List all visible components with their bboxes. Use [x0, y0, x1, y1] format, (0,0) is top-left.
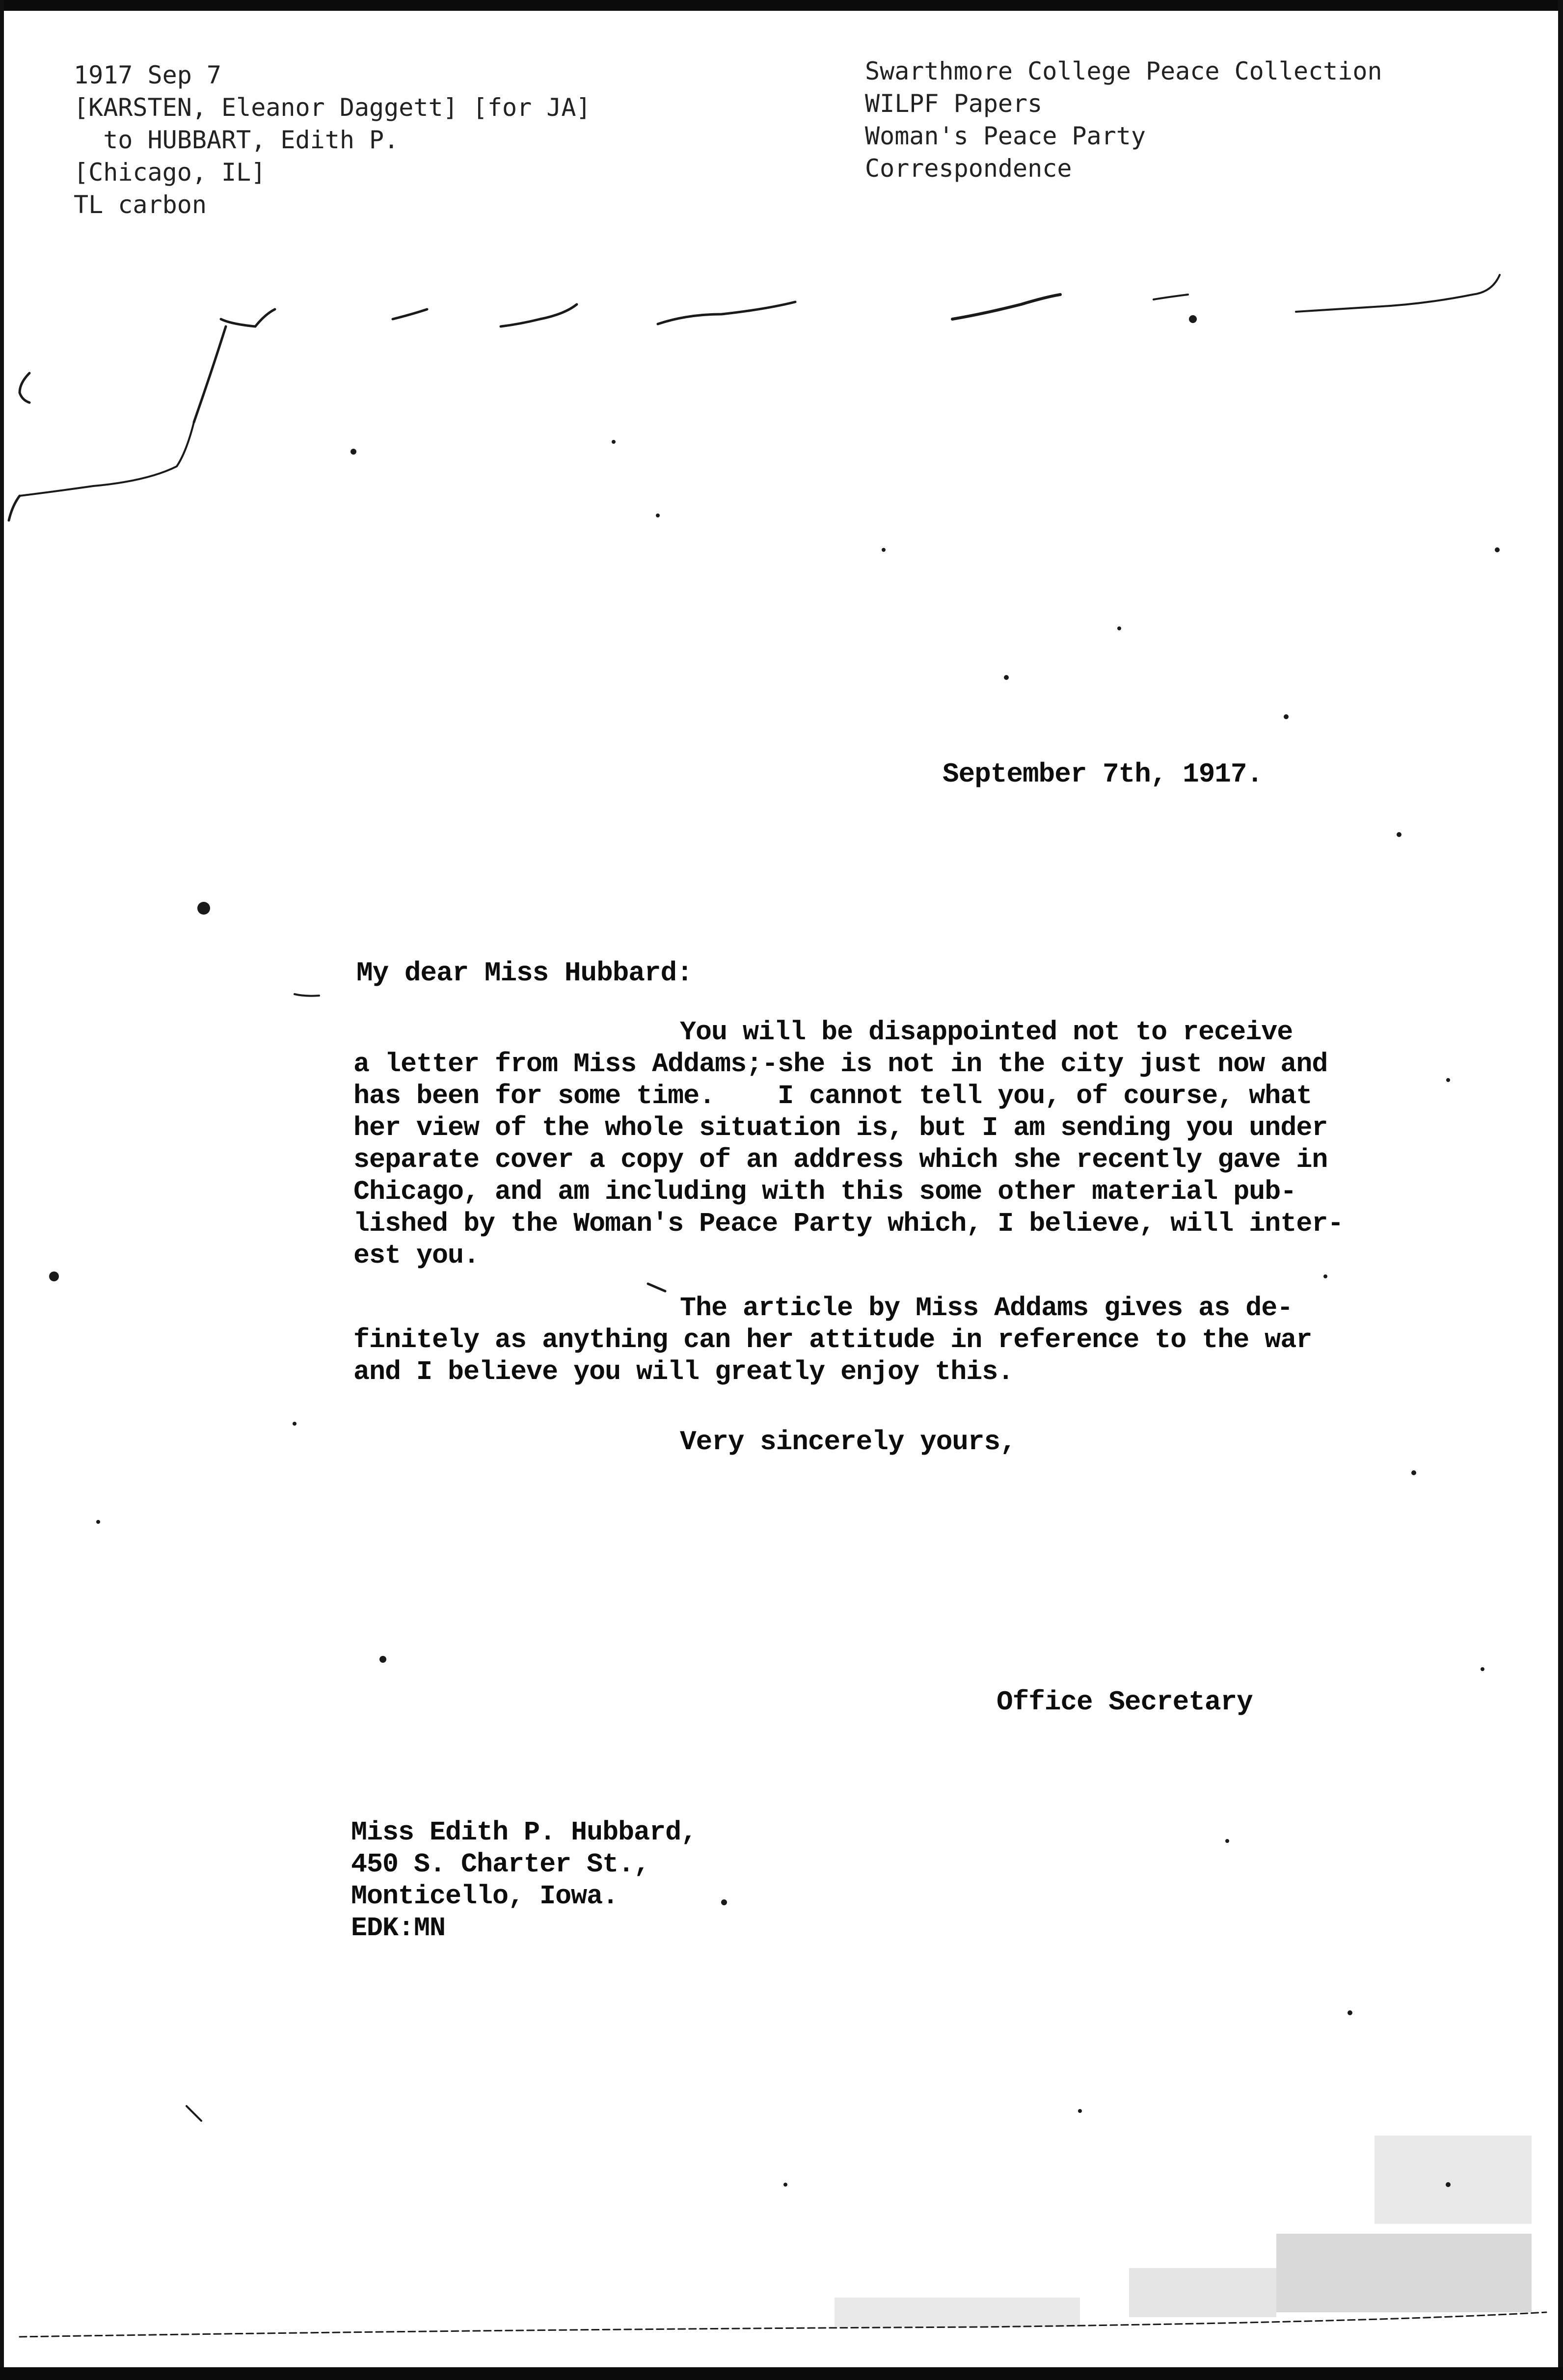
archive-date: 1917 Sep 7 [74, 61, 222, 89]
torn-edge-mark [393, 309, 427, 319]
speck [1225, 1839, 1229, 1843]
body-line: a letter from Miss Addams;-she is not in the city just now and [353, 1049, 1328, 1080]
speck [350, 449, 356, 455]
letter-salutation: My dear Miss Hubbard: [356, 957, 693, 989]
torn-edge-mark [1296, 275, 1500, 312]
scan-smudge [1276, 2234, 1532, 2312]
archive-subseries: Woman's Peace Party [865, 122, 1146, 150]
speck [1117, 626, 1121, 630]
archive-place: [Chicago, IL] [74, 158, 266, 187]
letter-signature: Office Secretary [997, 1686, 1253, 1718]
torn-edge-mark [20, 422, 194, 496]
speck [1284, 714, 1289, 719]
torn-edge-mark [952, 295, 1060, 319]
paragraph-gap [353, 1271, 1316, 1292]
margin-mark [187, 2106, 201, 2121]
torn-edge-mark [658, 302, 795, 324]
speck [197, 902, 210, 915]
speck [96, 1520, 100, 1524]
body-line: lished by the Woman's Peace Party which, I believe, will inter- [353, 1208, 1344, 1239]
speck [1411, 1470, 1416, 1475]
body-line: has been for some time. I cannot tell you, of course, what [353, 1081, 1312, 1111]
archive-label-left [74, 59, 591, 221]
body-line: finitely as anything can her attitude in reference to the war [353, 1325, 1312, 1355]
speck [1078, 2109, 1082, 2113]
body-line: her view of the whole situation is, but I am sending you under [353, 1112, 1328, 1143]
speck [612, 440, 616, 444]
speck [1481, 1667, 1484, 1671]
archive-type: Correspondence [865, 154, 1072, 183]
speck [656, 514, 660, 517]
speck [379, 1656, 386, 1663]
archive-collection: Swarthmore College Peace Collection [865, 57, 1382, 85]
margin-mark [295, 994, 319, 996]
margin-mark [20, 2312, 1546, 2337]
body-line: and I believe you will greatly enjoy this. [353, 1356, 1014, 1387]
archive-format: TL carbon [74, 190, 207, 219]
torn-edge-mark [9, 496, 20, 520]
address-street: 450 S. Charter St., [351, 1849, 650, 1880]
letter-closing: Very sincerely yours, [680, 1426, 1016, 1458]
torn-edge-mark [194, 326, 226, 422]
scan-smudge [1129, 2268, 1276, 2317]
speck [721, 1899, 727, 1905]
speck [1446, 1078, 1450, 1082]
reference-initials: EDK:MN [351, 1913, 446, 1944]
address-name: Miss Edith P. Hubbard, [351, 1817, 697, 1848]
speck [49, 1271, 59, 1281]
torn-edge-mark [1154, 295, 1188, 299]
body-line: separate cover a copy of an address which she recently gave in [353, 1144, 1328, 1175]
archive-recipient: to HUBBART, Edith P. [74, 126, 399, 154]
scan-smudge [835, 2298, 1080, 2327]
body-line: You will be disappointed not to receive [680, 1017, 1293, 1048]
speck [1397, 832, 1401, 837]
scan-smudge [1374, 2136, 1532, 2224]
speck [1189, 315, 1197, 323]
speck [293, 1422, 296, 1426]
address-city: Monticello, Iowa. [351, 1881, 619, 1912]
body-line: The article by Miss Addams gives as de- [680, 1293, 1293, 1324]
archive-author: [KARSTEN, Eleanor Daggett] [for JA] [74, 93, 591, 122]
speck [1004, 675, 1009, 680]
torn-edge-mark [20, 373, 29, 403]
letter-date: September 7th, 1917. [943, 758, 1263, 790]
speck [783, 2183, 787, 2187]
archive-label-right [865, 55, 1382, 185]
speck [1323, 1274, 1327, 1278]
body-line: Chicago, and am including with this some other material pub- [353, 1176, 1296, 1207]
torn-edge-mark [501, 304, 577, 326]
body-line: est you. [353, 1240, 480, 1271]
speck [882, 548, 886, 552]
speck [1495, 547, 1500, 552]
torn-edge-mark [221, 309, 275, 326]
letter-body [353, 1016, 1344, 1388]
archive-series: WILPF Papers [865, 89, 1043, 118]
recipient-address [351, 1816, 697, 1944]
speck [1347, 2010, 1352, 2015]
